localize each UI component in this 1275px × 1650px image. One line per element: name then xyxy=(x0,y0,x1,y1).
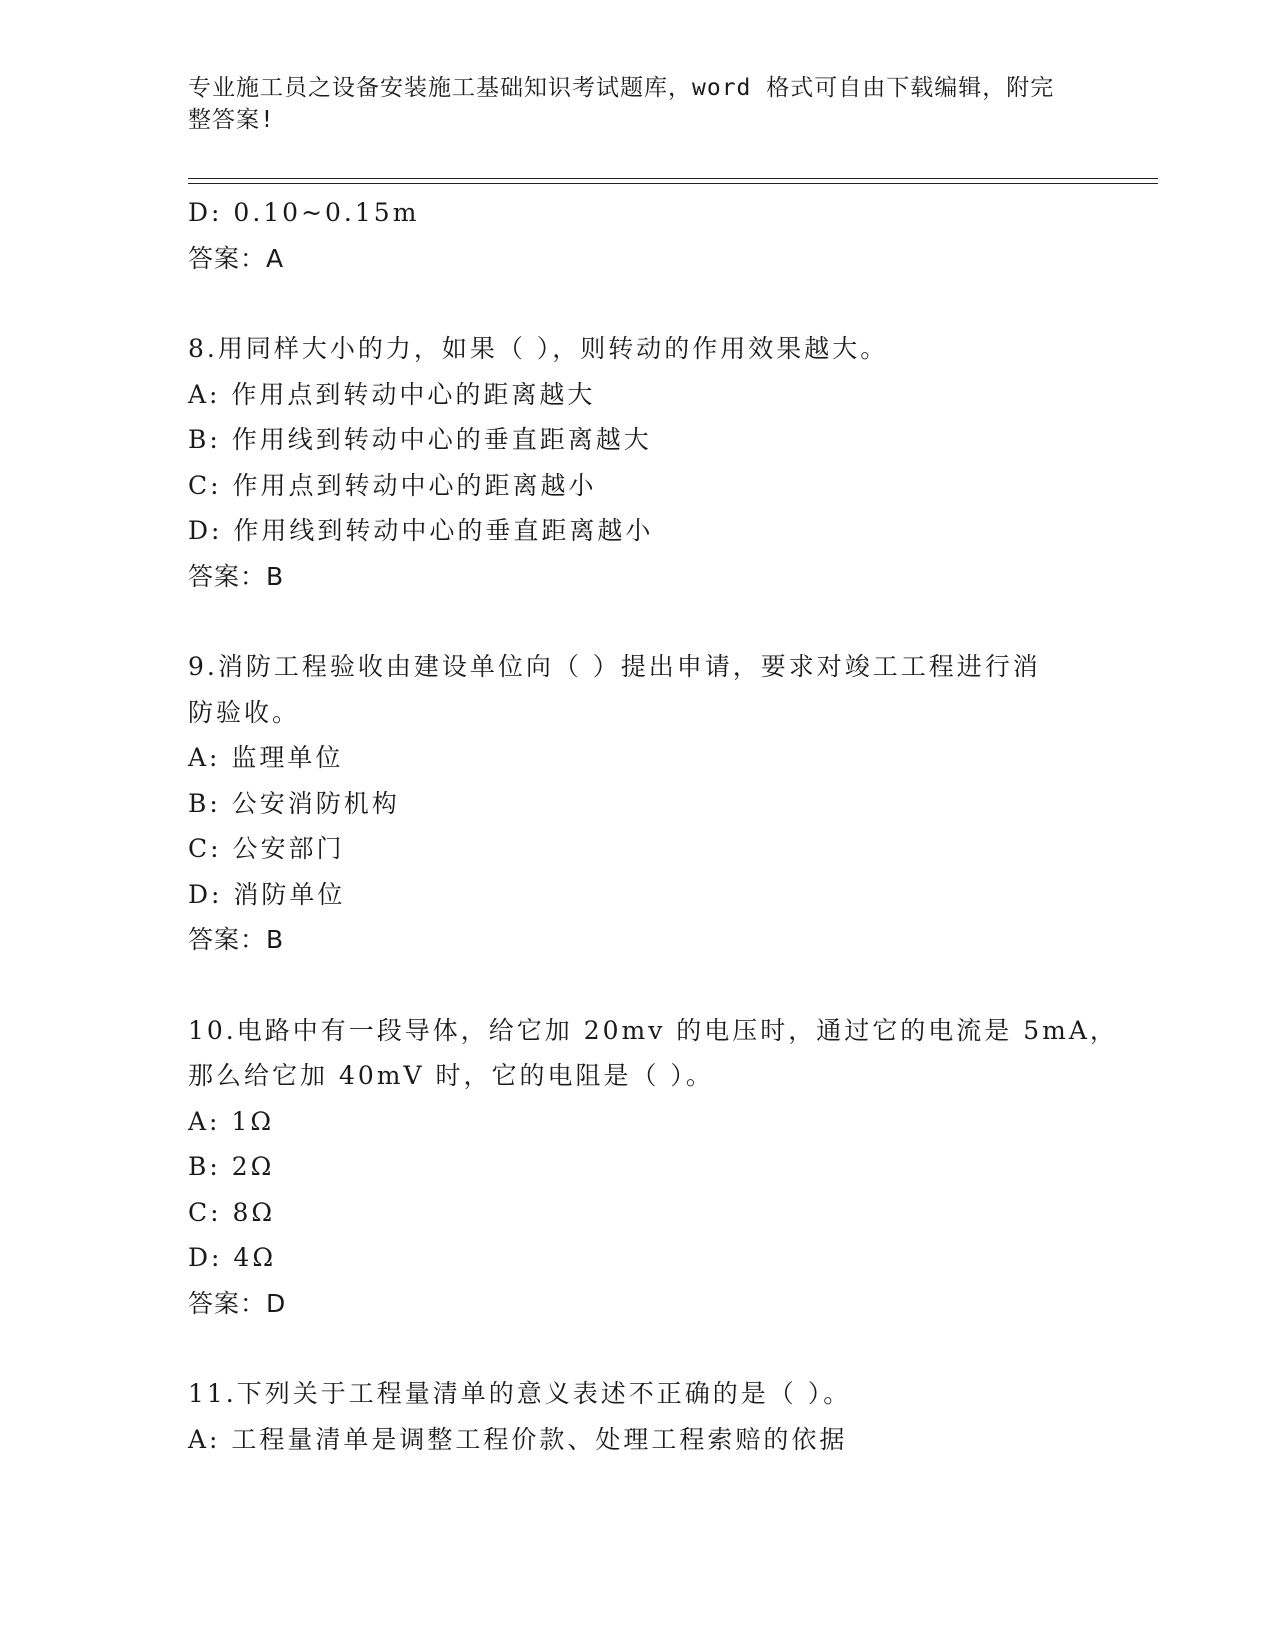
option-b: B: 作用线到转动中心的垂直距离越大 xyxy=(188,425,652,454)
option-b: B: 2Ω xyxy=(188,1152,275,1181)
option-c: C: 公安部门 xyxy=(188,834,345,863)
spacer xyxy=(188,281,1088,326)
prev-answer: 答案：A xyxy=(188,243,285,273)
option-a: A: 作用点到转动中心的距离越大 xyxy=(188,379,596,409)
option-a: A: 监理单位 xyxy=(188,743,344,772)
question-list xyxy=(188,190,1118,1462)
spacer xyxy=(188,963,1088,1008)
header-line-1: 专业施工员之设备安装施工基础知识考试题库，word 格式可自由下载编辑，附完 xyxy=(188,75,1055,101)
question-stem: 10.电路中有一段导体，给它加 20mv 的电压时，通过它的电流是 5mA， xyxy=(188,1015,1118,1045)
question-8 xyxy=(188,326,1088,599)
spacer xyxy=(188,1326,1088,1371)
question-10 xyxy=(188,1008,1118,1327)
option-c: C: 作用点到转动中心的距离越小 xyxy=(188,470,597,500)
prev-option-d: D: 0.10~0.15m xyxy=(188,198,420,227)
header-rule-bottom xyxy=(188,183,1158,184)
option-d: D: 消防单位 xyxy=(188,879,346,909)
option-d: D: 作用线到转动中心的垂直距离越小 xyxy=(188,516,654,545)
option-c: C: 8Ω xyxy=(188,1197,276,1227)
question-stem-cont: 防验收。 xyxy=(188,697,301,727)
question-11 xyxy=(188,1371,1088,1462)
option-d: D: 4Ω xyxy=(188,1243,277,1272)
header-line-2: 整答案! xyxy=(188,107,275,133)
answer-line: 答案：D xyxy=(188,1288,287,1318)
answer-line: 答案：B xyxy=(188,925,285,954)
header-rule-top xyxy=(188,178,1158,179)
question-stem: 9.消防工程验收由建设单位向（ ）提出申请，要求对竣工工程进行消 xyxy=(188,652,1041,681)
option-b: B: 公安消防机构 xyxy=(188,788,400,818)
answer-line: 答案：B xyxy=(188,561,285,591)
spacer xyxy=(188,599,1088,644)
option-a: A: 工程量清单是调整工程价款、处理工程索赔的依据 xyxy=(188,1424,848,1454)
document-header xyxy=(188,72,1068,136)
question-9 xyxy=(188,644,1088,963)
question-stem: 8.用同样大小的力，如果（ ），则转动的作用效果越大。 xyxy=(188,334,889,363)
question-stem-cont: 那么给它加 40mV 时，它的电阻是（ ）。 xyxy=(188,1061,714,1090)
question-stem: 11.下列关于工程量清单的意义表述不正确的是（ ）。 xyxy=(188,1379,852,1408)
option-a: A: 1Ω xyxy=(188,1106,275,1136)
